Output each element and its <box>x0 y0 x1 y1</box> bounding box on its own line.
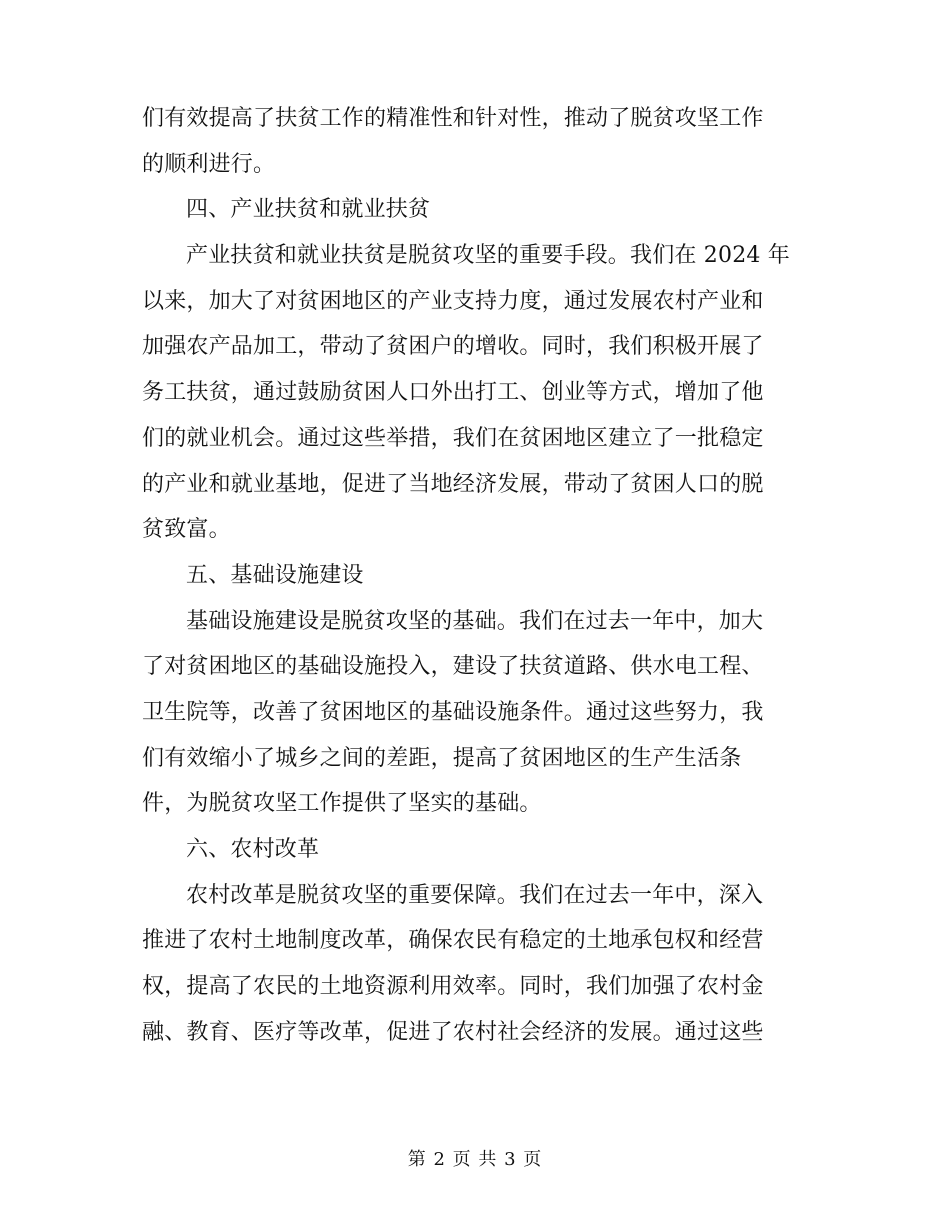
page-number-label: 第 2 页 共 3 页 <box>407 1149 543 1170</box>
body-line: 了对贫困地区的基础设施投入，建设了扶贫道路、供水电工程、 <box>142 654 764 680</box>
body-line: 的产业和就业基地，促进了当地经济发展，带动了贫困人口的脱 <box>142 471 764 497</box>
body-line: 贫致富。 <box>142 517 231 543</box>
body-line: 们有效缩小了城乡之间的差距，提高了贫困地区的生产生活条 <box>142 745 742 771</box>
section-heading: 五、基础设施建设 <box>186 562 364 588</box>
body-line: 们的就业机会。通过这些举措，我们在贫困地区建立了一批稳定 <box>142 425 764 451</box>
document-body <box>142 96 808 1055</box>
section-heading: 六、农村改革 <box>186 837 320 862</box>
body-line: 以来，加大了对贫困地区的产业支持力度，通过发展农村产业和 <box>142 288 764 314</box>
body-line: 融、教育、医疗等改革，促进了农村社会经济的发展。通过这些 <box>142 1019 764 1045</box>
body-line: 的顺利进行。 <box>142 151 276 177</box>
body-line: 卫生院等，改善了贫困地区的基础设施条件。通过这些努力，我 <box>142 699 764 725</box>
body-line: 务工扶贫，通过鼓励贫困人口外出打工、创业等方式，增加了他 <box>142 380 764 406</box>
section-heading: 四、产业扶贫和就业扶贫 <box>186 197 431 223</box>
paragraph-first-line: 产业扶贫和就业扶贫是脱贫攻坚的重要手段。我们在 2024 年 <box>186 243 790 269</box>
paragraph-first-line: 基础设施建设是脱贫攻坚的基础。我们在过去一年中，加大 <box>186 608 764 634</box>
body-line: 们有效提高了扶贫工作的精准性和针对性，推动了脱贫攻坚工作 <box>142 106 764 131</box>
body-line: 加强农产品加工，带动了贫困户的增收。同时，我们积极开展了 <box>142 334 764 360</box>
body-line: 推进了农村土地制度改革，确保农民有稳定的土地承包权和经营 <box>142 928 764 954</box>
page-footer <box>0 1148 950 1172</box>
paragraph-first-line: 农村改革是脱贫攻坚的重要保障。我们在过去一年中，深入 <box>186 882 764 908</box>
body-line: 件，为脱贫攻坚工作提供了坚实的基础。 <box>142 791 542 817</box>
body-line: 权，提高了农民的土地资源利用效率。同时，我们加强了农村金 <box>142 974 764 1000</box>
